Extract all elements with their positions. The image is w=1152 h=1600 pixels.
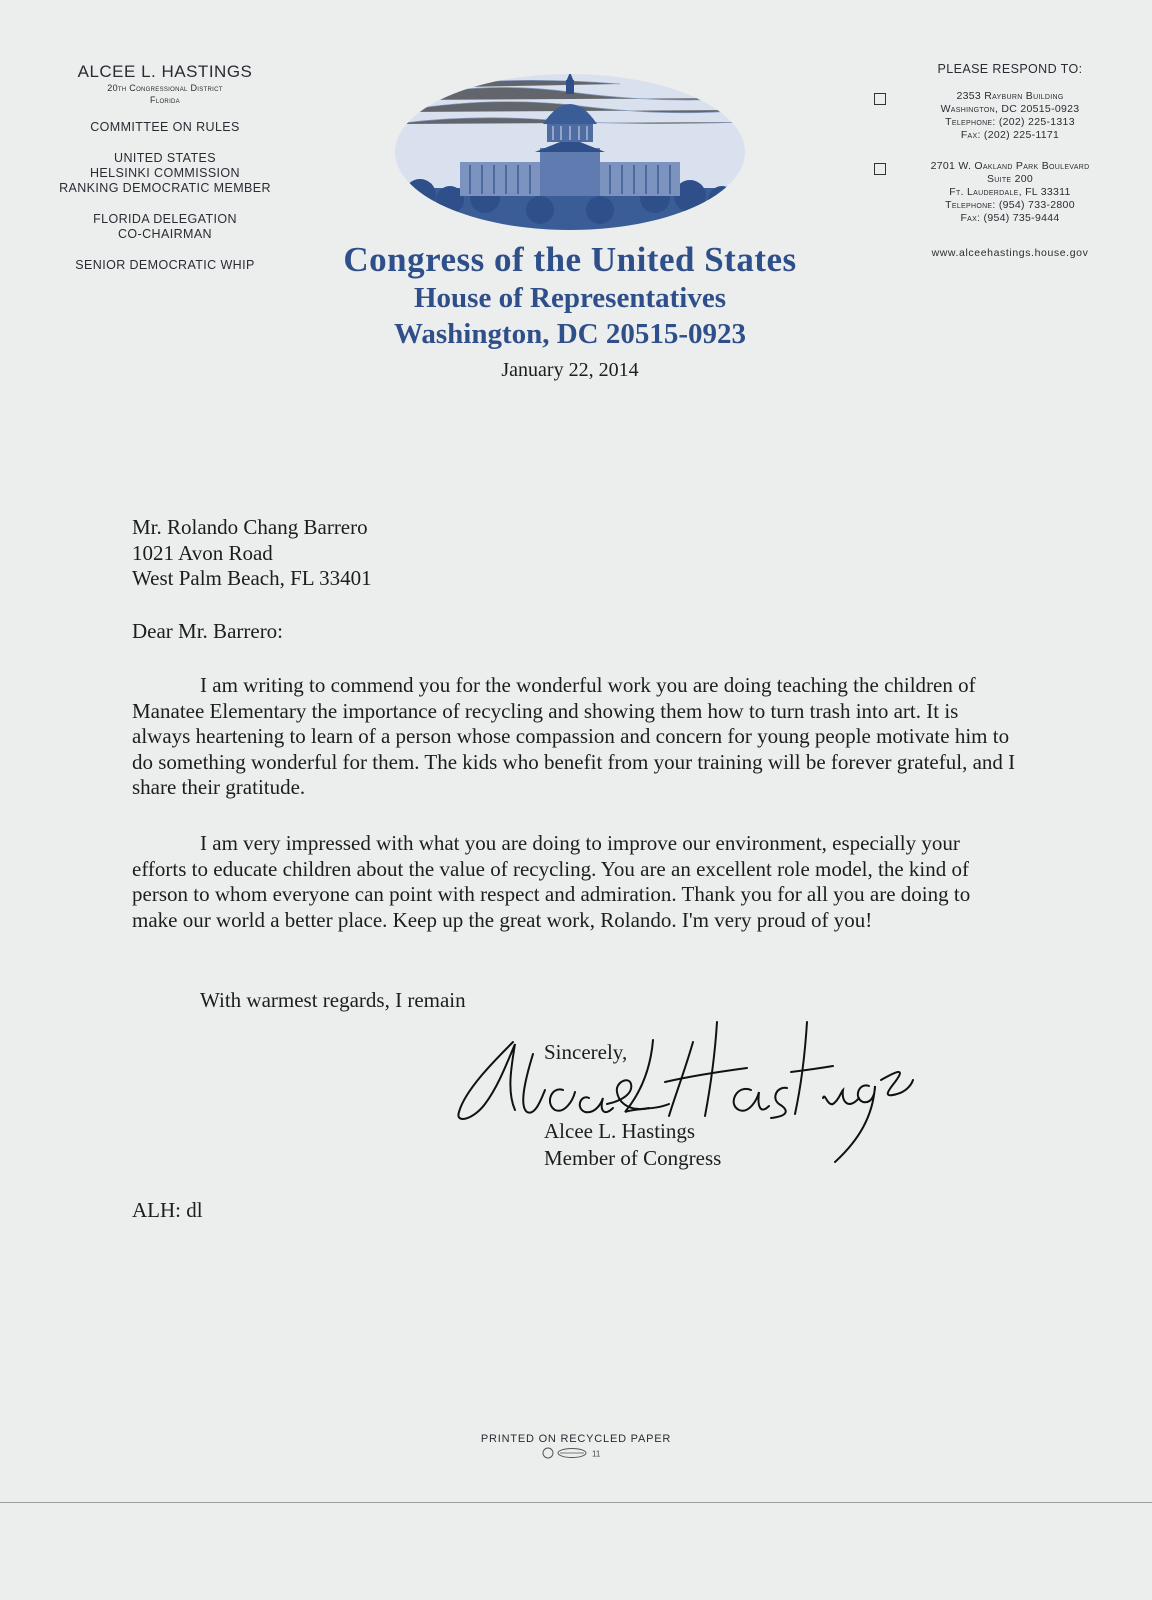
- website: www.alceehastings.house.gov: [931, 247, 1089, 259]
- signer-title: Member of Congress: [544, 1146, 722, 1170]
- recipient-name: Mr. Rolando Chang Barrero: [132, 515, 368, 539]
- left-column: [40, 62, 290, 273]
- office-fl-line: Telephone: (954) 733-2800: [945, 199, 1075, 211]
- typist-initials: ALH: dl: [132, 1198, 203, 1222]
- delegation-line-2: CO-CHAIRMAN: [118, 227, 212, 241]
- salutation: Dear Mr. Barrero:: [132, 619, 284, 643]
- bottom-rule: [0, 1502, 1152, 1503]
- masthead-washington: Washington, DC 20515-0923: [393, 318, 747, 350]
- right-column: [868, 62, 1128, 259]
- helsinki-line-3: RANKING DEMOCRATIC MEMBER: [59, 181, 271, 195]
- office-fl-line: 2701 W. Oakland Park Boulevard: [930, 160, 1090, 172]
- union-bug-number: 11: [592, 1449, 601, 1459]
- office-dc: [868, 90, 1128, 142]
- office-dc-line: Fax: (202) 225-1171: [960, 129, 1060, 141]
- office-fl-line: Ft. Lauderdale, FL 33311: [949, 186, 1071, 198]
- office-florida: [868, 160, 1128, 225]
- district-state: Florida: [150, 95, 180, 105]
- helsinki-line-1: UNITED STATES: [114, 151, 216, 165]
- office-fl-line: Suite 200: [986, 173, 1034, 185]
- closing-line: With warmest regards, I remain: [200, 988, 466, 1012]
- paragraph-2: I am very impressed with what you are doing to improve our environment, especially your efforts to educate children about the value of recycling. You are an excellent role model, the kind of person to whom everyone can point with respect and admiration. Thank you for all you are doing to make our world a better place. Keep up the great work, Rolando. I'm very proud of you!: [132, 831, 971, 932]
- office-fl-line: Fax: (954) 735-9444: [960, 212, 1060, 224]
- helsinki-line-2: HELSINKI COMMISSION: [90, 166, 240, 180]
- recipient-address: [132, 515, 1032, 592]
- recipient-city: West Palm Beach, FL 33401: [132, 566, 372, 590]
- whip: SENIOR DEMOCRATIC WHIP: [75, 258, 255, 272]
- respond-heading: PLEASE RESPOND TO:: [937, 62, 1083, 76]
- office-florida-checkbox: [874, 163, 886, 175]
- member-name: ALCEE L. HASTINGS: [77, 62, 253, 81]
- recycled-notice: PRINTED ON RECYCLED PAPER: [480, 1433, 672, 1445]
- capitol-building-icon: [390, 70, 750, 235]
- paragraph-1: I am writing to commend you for the wonderful work you are doing teaching the children of Manatee Elementary the importance of recycling and showing them how to turn trash into art. It is always heartening to learn of a person whose compassion and concern for young people motivate him to do something wonderful for them. The kids who benefit from your training will be forever grateful, and I share their gratitude.: [132, 673, 1016, 799]
- office-dc-checkbox: [874, 93, 886, 105]
- recipient-street: 1021 Avon Road: [132, 540, 273, 565]
- office-dc-line: Telephone: (202) 225-1313: [945, 116, 1075, 128]
- masthead-house: House of Representatives: [414, 282, 726, 314]
- district: 20th Congressional District: [107, 83, 223, 93]
- office-dc-line: Washington, DC 20515-0923: [940, 103, 1080, 115]
- letter-date: January 22, 2014: [501, 359, 639, 381]
- signer-name: Alcee L. Hastings: [544, 1119, 696, 1143]
- sincerely: Sincerely,: [544, 1040, 628, 1064]
- union-bug-icon: [540, 1446, 610, 1460]
- signer-block: [544, 1118, 721, 1172]
- masthead-congress: Congress of the United States: [343, 240, 797, 279]
- office-dc-line: 2353 Rayburn Building: [956, 90, 1064, 102]
- delegation-line-1: FLORIDA DELEGATION: [93, 212, 237, 226]
- committee-rules: COMMITTEE ON RULES: [90, 120, 240, 134]
